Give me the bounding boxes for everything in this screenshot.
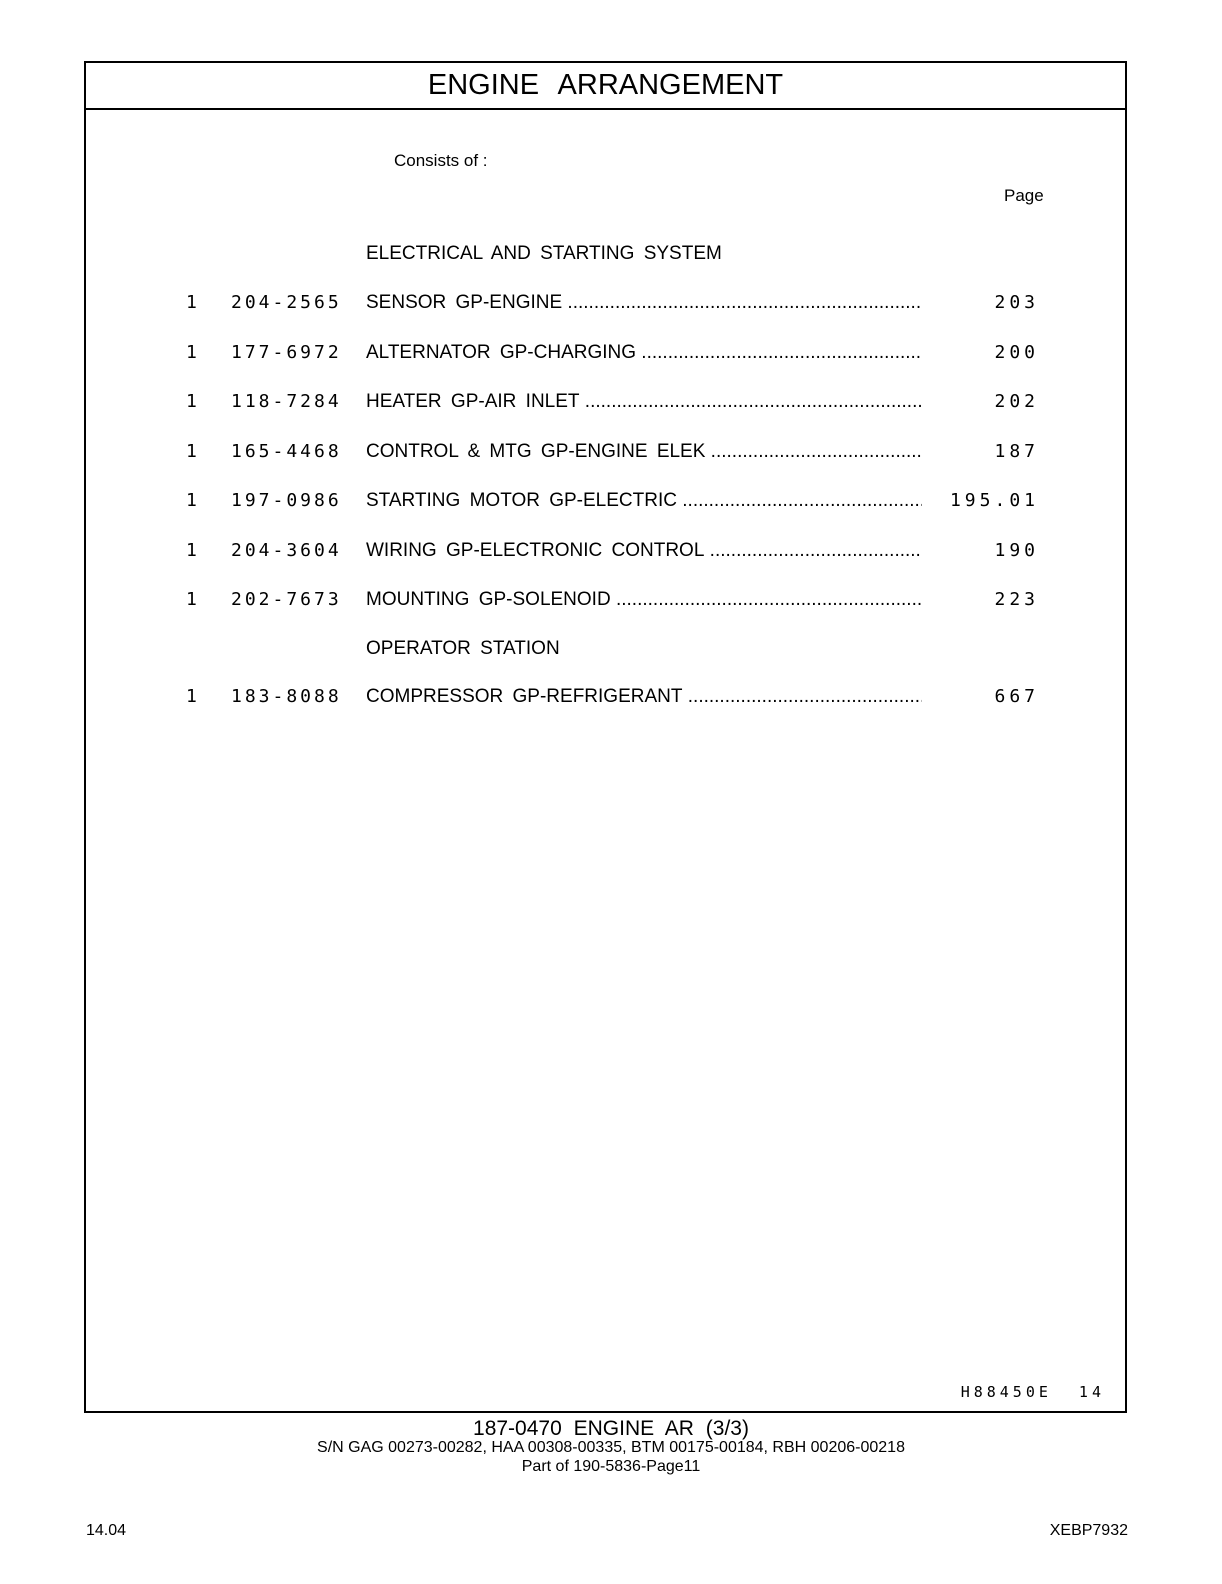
description-cell: COMPRESSOR GP-REFRIGERANT ..... (366, 686, 922, 708)
part-number-cell: 204-3604 (231, 540, 342, 561)
part-number-cell: 118-7284 (231, 391, 342, 412)
page-ref-cell: 203 (994, 292, 1039, 313)
footer-title: 187-0470 ENGINE AR (3/3) (473, 1417, 749, 1440)
part-number-cell: 204-2565 (231, 292, 342, 313)
parts-row (86, 589, 1125, 615)
illustration-reference: H88450E 14 (960, 1383, 1105, 1401)
part-number-cell: 202-7673 (231, 589, 342, 610)
description-cell: WIRING GP-ELECTRONIC CONTROL ..... (366, 540, 922, 562)
page-ref-cell: 200 (994, 342, 1039, 363)
parts-row (86, 292, 1125, 318)
qty-cell: 1 (186, 540, 197, 561)
parts-row (86, 441, 1125, 467)
page-ref-cell: 202 (994, 391, 1039, 412)
page-ref-cell: 223 (994, 589, 1039, 610)
consists-label: Consists of : (394, 151, 488, 170)
parts-row (86, 490, 1125, 516)
description-cell: HEATER GP-AIR INLET ..... (366, 391, 922, 413)
description-cell: MOUNTING GP-SOLENOID ..... (366, 589, 922, 611)
serial-number-range: S/N GAG 00273-00282, HAA 00308-00335, BTM 00175-00184, RBH 00206-00218 (317, 1439, 905, 1456)
qty-cell: 1 (186, 391, 197, 412)
description-cell: SENSOR GP-ENGINE ..... (366, 292, 922, 314)
part-number-cell: 197-0986 (231, 490, 342, 511)
page-ref-cell: 187 (994, 441, 1039, 462)
section-heading: OPERATOR STATION (366, 638, 560, 659)
page-ref-cell: 667 (994, 686, 1039, 707)
page-ref-cell: 190 (994, 540, 1039, 561)
part-number-cell: 183-8088 (231, 686, 342, 707)
revision-label: 14.04 (86, 1522, 127, 1539)
qty-cell: 1 (186, 589, 197, 610)
page-ref-cell: 195.01 (949, 490, 1039, 511)
document-number: XEBP7932 (1049, 1522, 1128, 1539)
page-frame (84, 61, 1127, 1413)
part-number-cell: 165-4468 (231, 441, 342, 462)
parts-row (86, 686, 1125, 712)
qty-cell: 1 (186, 441, 197, 462)
page-column-header: Page (1004, 186, 1044, 205)
qty-cell: 1 (186, 292, 197, 313)
parts-row (86, 391, 1125, 417)
section-heading: ELECTRICAL AND STARTING SYSTEM (366, 243, 722, 264)
parts-row (86, 342, 1125, 368)
parts-row (86, 540, 1125, 566)
description-cell: STARTING MOTOR GP-ELECTRIC ..... (366, 490, 922, 512)
qty-cell: 1 (186, 342, 197, 363)
qty-cell: 1 (186, 490, 197, 511)
description-cell: ALTERNATOR GP-CHARGING ..... (366, 342, 922, 364)
description-cell: CONTROL & MTG GP-ENGINE ELEK ..... (366, 441, 922, 463)
page-title: ENGINE ARRANGEMENT (86, 63, 1125, 110)
qty-cell: 1 (186, 686, 197, 707)
part-of-reference: Part of 190-5836-Page11 (521, 1458, 701, 1475)
part-number-cell: 177-6972 (231, 342, 342, 363)
